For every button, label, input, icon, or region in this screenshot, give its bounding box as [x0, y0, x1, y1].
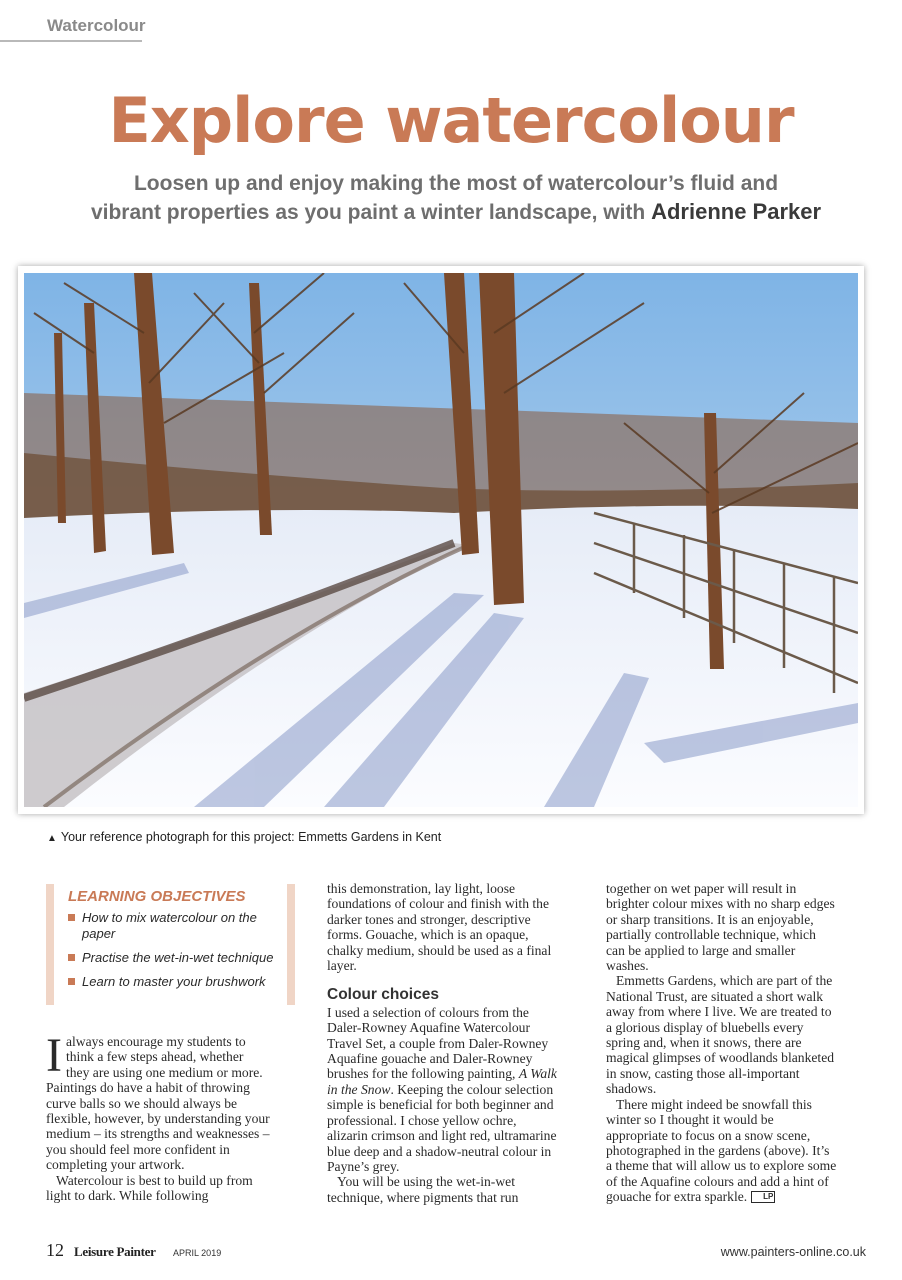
- section-tag-label: Watercolour: [47, 16, 146, 35]
- paragraph: together on wet paper will result in brighter colour mixes with no sharp edges or sharp transitions. It is an enjoyable, partially controllable technique, which can be applied to large and smaller washes.: [606, 881, 835, 974]
- list-item: Practise the wet-in-wet technique: [68, 950, 287, 966]
- body-column-3: [606, 881, 838, 1205]
- author-name: Adrienne Parker: [651, 199, 822, 224]
- drop-cap: I: [46, 1029, 62, 1082]
- list-item: Learn to master your brushwork: [68, 974, 287, 990]
- paragraph: [327, 1005, 559, 1174]
- learning-objectives-box: [46, 884, 295, 1005]
- paragraph-text: always encourage my students to think a few steps ahead, whether they are using one medium or more. Paintings do have a habit of throwing curve balls so we should always be flexible, however, by understanding your medium – its strengths and weaknesses – you should feel more confident in completing your artwork.: [46, 1034, 270, 1173]
- paragraph-text: There might indeed be snowfall this winter so I thought it would be appropriate to focus on a snow scene, photographed in the gardens (above). It’s a theme that will allow us to explore some of the Aquafine colours and add a hint of gouache for extra sparkle.: [606, 1096, 837, 1205]
- section-tag: [0, 14, 146, 42]
- article-standfirst: [0, 170, 902, 227]
- photo-caption: [47, 830, 441, 844]
- paragraph: this demonstration, lay light, loose foundations of colour and finish with the darker tones and stronger, descriptive forms. Gouache, which is an opaque, chalky medium, should be used as a final layer.: [327, 881, 552, 974]
- standfirst-line-1: Loosen up and enjoy making the most of watercolour’s fluid and: [133, 172, 779, 195]
- triangle-up-icon: ▲: [47, 833, 57, 844]
- paragraph: [46, 1029, 270, 1173]
- subheading-colour-choices: Colour choices: [327, 986, 439, 1004]
- reference-photo-frame: [18, 266, 864, 814]
- standfirst-line-2: [0, 198, 902, 227]
- paragraph: [606, 1097, 838, 1205]
- learning-objectives-list: [68, 910, 287, 990]
- learning-objectives-heading: LEARNING OBJECTIVES: [68, 888, 246, 905]
- paragraph: You will be using the wet-in-wet technique, where pigments that run: [327, 1174, 519, 1205]
- body-column-2: [327, 881, 559, 1205]
- end-mark-icon: LP: [751, 1191, 775, 1203]
- page-footer: [0, 1240, 902, 1264]
- issue-date: APRIL 2019: [173, 1248, 222, 1258]
- page-number: 12: [46, 1240, 64, 1260]
- list-item: How to mix watercolour on the paper: [68, 910, 287, 942]
- paragraph-text: . Keeping the colour selection simple is beneficial for both beginner and professional. I chose yellow ochre, alizarin crimson and light red, ultramarine blue deep and a shadow-neutral colour in Payne’s grey.: [327, 1081, 557, 1174]
- winter-landscape-photo-icon: [24, 273, 858, 807]
- magazine-logo: Leisure Painter: [74, 1244, 156, 1259]
- caption-text: Your reference photograph for this project: Emmetts Gardens in Kent: [60, 830, 442, 844]
- paragraph-text: I used a selection of colours from the Daler-Rowney Aquafine Watercolour Travel Set, a couple from Daler-Rowney Aquafine gouache and Daler-Rowney brushes for the following painting,: [327, 1004, 549, 1082]
- paragraph: Watercolour is best to build up from light to dark. While following: [46, 1172, 253, 1204]
- standfirst-line-2-text: vibrant properties as you paint a winter landscape, with: [90, 201, 646, 224]
- painting-title: A Walk in the Snow: [327, 1066, 557, 1097]
- article-title: Explore watercolour: [108, 84, 794, 157]
- website-url: www.painters-online.co.uk: [720, 1245, 866, 1259]
- paragraph: Emmetts Gardens, which are part of the National Trust, are situated a short walk away from where I live. We are treated to a glorious display of bluebells every spring and, when it snows, there are magical glimpses of woodlands blanketed in snow, casting those all-important shadows.: [606, 973, 835, 1097]
- body-column-1: [46, 1029, 270, 1204]
